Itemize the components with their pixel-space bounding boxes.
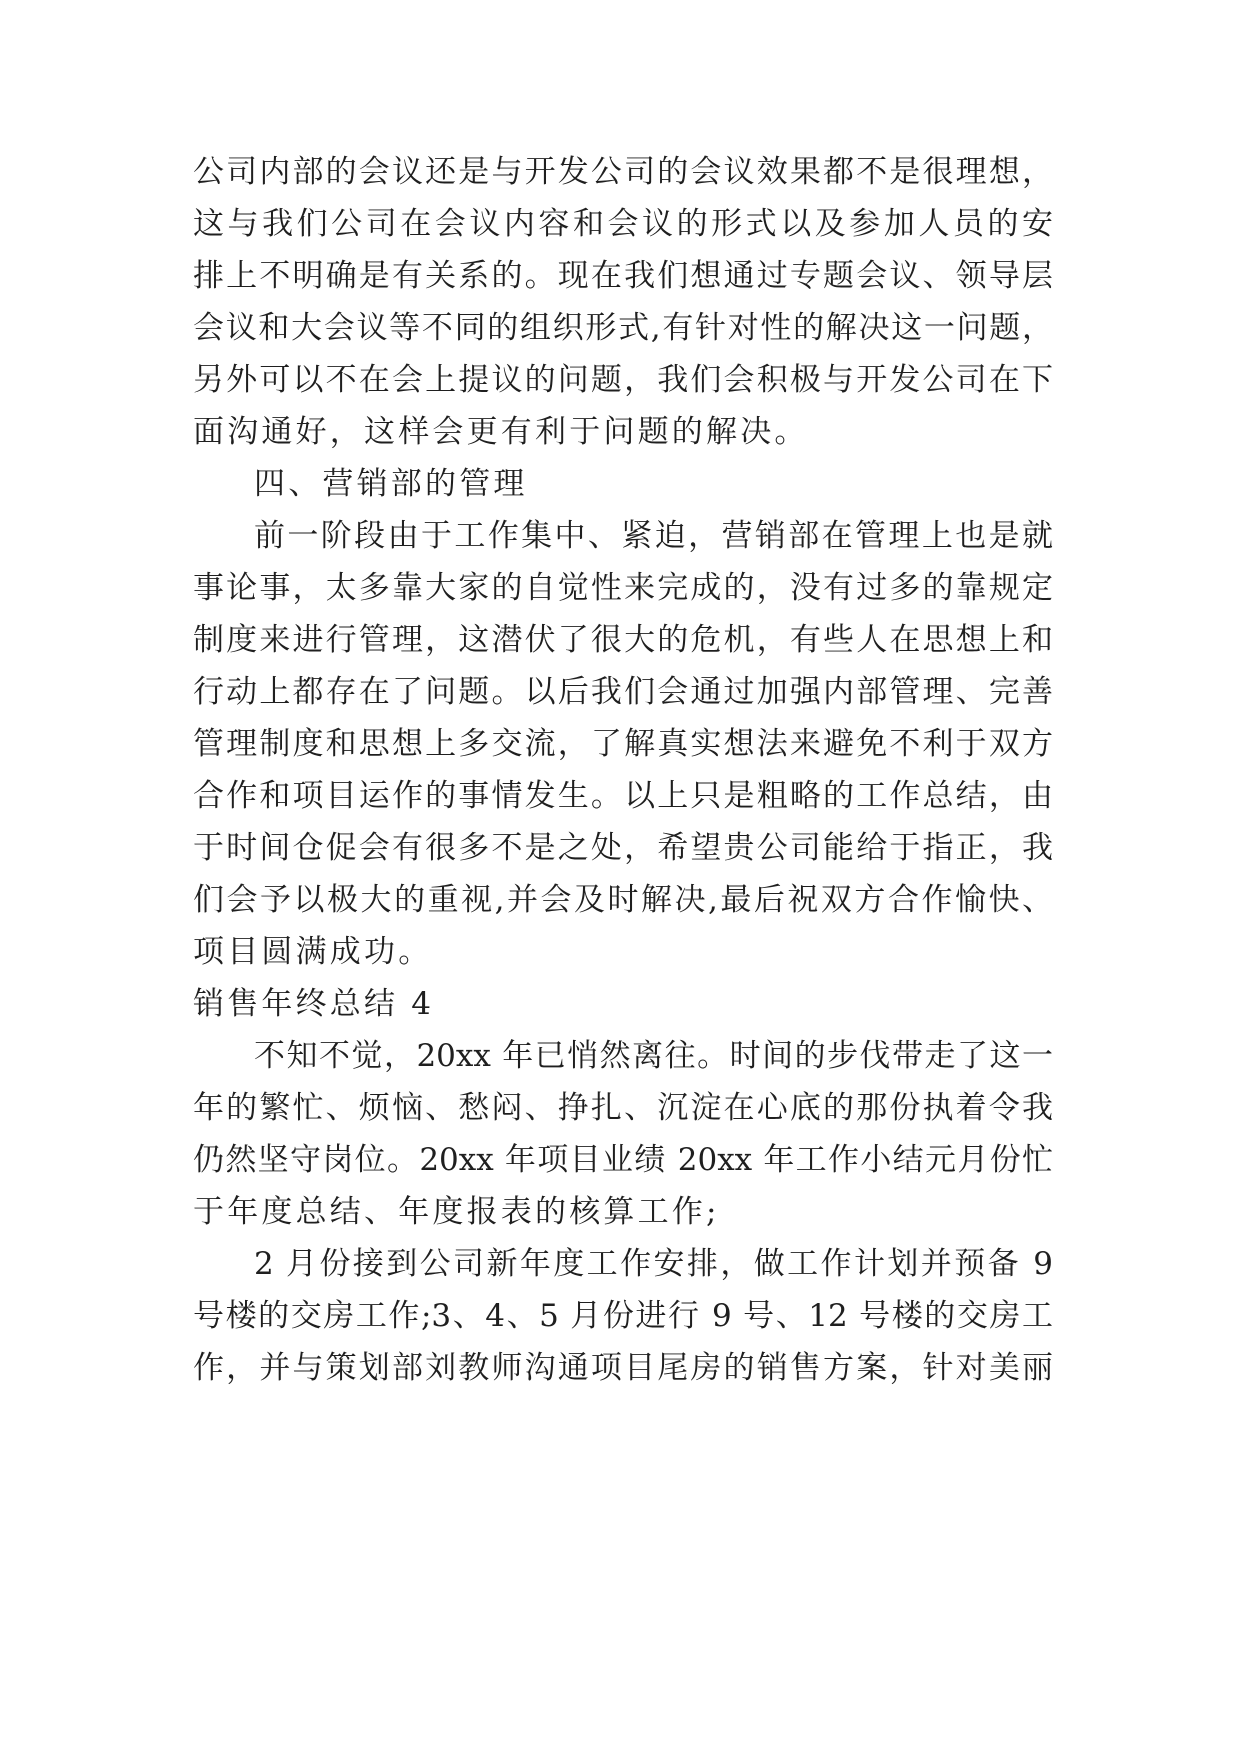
paragraph-line: 公司内部的会议还是与开发公司的会议效果都不是很理想，: [193, 154, 1053, 190]
paragraph-line: 仍然坚守岗位。20xx 年项目业绩 20xx 年工作小结元月份忙: [193, 1142, 1053, 1178]
paragraph-line: 2 月份接到公司新年度工作安排，做工作计划并预备 9: [254, 1246, 1053, 1282]
paragraph-line: 们会予以极大的重视,并会及时解决,最后祝双方合作愉快、: [193, 882, 1053, 918]
paragraph-line: 号楼的交房工作;3、4、5 月份进行 9 号、12 号楼的交房工: [193, 1298, 1053, 1334]
paragraph-line: 事论事，太多靠大家的自觉性来完成的，没有过多的靠规定: [193, 570, 1053, 606]
paragraph-line: 年的繁忙、烦恼、愁闷、挣扎、沉淀在心底的那份执着令我: [193, 1090, 1053, 1126]
paragraph-line: 项目圆满成功。: [193, 934, 433, 970]
paragraph-line: 不知不觉，20xx 年已悄然离往。时间的步伐带走了这一: [254, 1038, 1053, 1074]
paragraph-line: 前一阶段由于工作集中、紧迫，营销部在管理上也是就: [254, 518, 1053, 554]
paragraph-line: 制度来进行管理，这潜伏了很大的危机，有些人在思想上和: [193, 622, 1053, 658]
paragraph-line: 合作和项目运作的事情发生。以上只是粗略的工作总结，由: [193, 778, 1053, 814]
paragraph-line: 于时间仓促会有很多不是之处，希望贵公司能给于指正，我: [193, 830, 1053, 866]
article-title: 销售年终总结 4: [193, 986, 435, 1022]
paragraph-line: 另外可以不在会上提议的问题，我们会积极与开发公司在下: [193, 362, 1053, 398]
paragraph-line: 会议和大会议等不同的组织形式,有针对性的解决这一问题，: [193, 310, 1053, 346]
paragraph-line: 行动上都存在了问题。以后我们会通过加强内部管理、完善: [193, 674, 1053, 710]
paragraph-line: 作，并与策划部刘教师沟通项目尾房的销售方案，针对美丽: [193, 1350, 1053, 1386]
paragraph-line: 面沟通好，这样会更有利于问题的解决。: [193, 414, 809, 450]
paragraph-line: 排上不明确是有关系的。现在我们想通过专题会议、领导层: [193, 258, 1053, 294]
paragraph-line: 这与我们公司在会议内容和会议的形式以及参加人员的安: [193, 206, 1053, 242]
section-heading: 四、营销部的管理: [254, 466, 528, 502]
paragraph-line: 管理制度和思想上多交流，了解真实想法来避免不利于双方: [193, 726, 1053, 762]
paragraph-line: 于年度总结、年度报表的核算工作;: [193, 1194, 720, 1230]
